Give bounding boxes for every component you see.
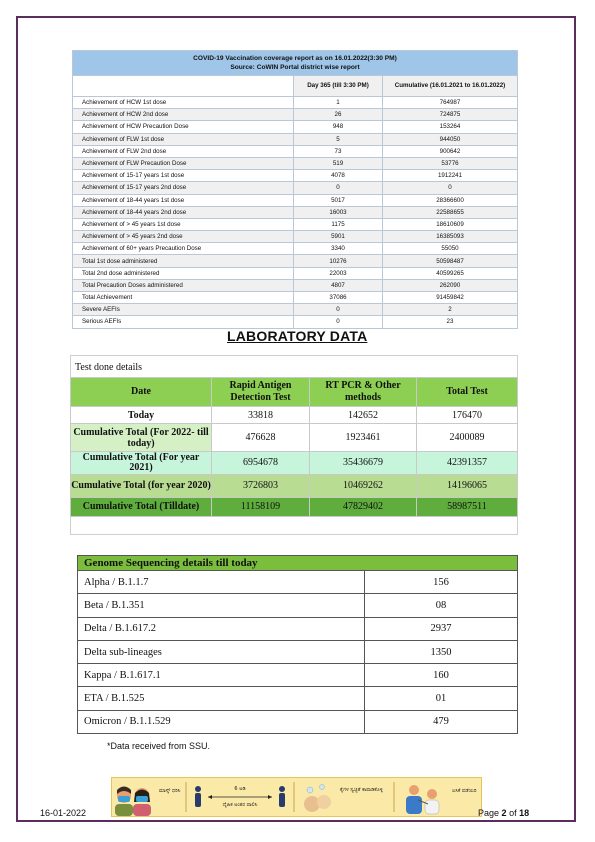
- lab-caption: Test done details: [75, 362, 143, 373]
- row-day-value: 1: [294, 97, 383, 109]
- lab-row-rat: 3726803: [212, 475, 310, 498]
- vaccination-coverage-table: [72, 50, 518, 329]
- lab-row-rat: 476628: [212, 424, 310, 452]
- row-label: Achievement of 18-44 years 1st dose: [73, 194, 294, 206]
- lab-row-total: 42391357: [417, 452, 518, 475]
- lab-row-total: 176470: [417, 407, 518, 424]
- row-label: Total Achievement: [73, 292, 294, 304]
- table-title-line2: Source: CoWIN Portal district wise report: [230, 64, 360, 71]
- vaccination-icon: [406, 785, 439, 814]
- row-label: Achievement of FLW 2nd dose: [73, 145, 294, 157]
- lab-row-rat: 11158109: [212, 498, 310, 517]
- table-title: [73, 51, 518, 76]
- row-cumulative-value: 28366600: [383, 194, 518, 206]
- table-row: [73, 267, 518, 279]
- table-row: [73, 304, 518, 316]
- row-day-value: 0: [294, 182, 383, 194]
- table-title-row: [73, 51, 518, 76]
- row-cumulative-value: 764987: [383, 97, 518, 109]
- page-total: 18: [519, 808, 530, 818]
- lab-header-row: [71, 378, 518, 407]
- genome-row: [78, 594, 518, 617]
- lab-row: [71, 424, 518, 452]
- row-day-value: 519: [294, 157, 383, 169]
- row-label: Achievement of 15-17 years 1st dose: [73, 170, 294, 182]
- lab-row-label: Cumulative Total (For year 2021): [71, 452, 212, 475]
- genome-count: 01: [365, 687, 518, 710]
- genome-rows: [78, 571, 518, 734]
- row-cumulative-value: 53776: [383, 157, 518, 169]
- table-row: [73, 97, 518, 109]
- lab-row-rat: 33818: [212, 407, 310, 424]
- table-row: [73, 316, 518, 328]
- row-cumulative-value: 55050: [383, 243, 518, 255]
- lab-row: [71, 452, 518, 475]
- row-day-value: 22003: [294, 267, 383, 279]
- lab-row-label: Cumulative Total (Tilldate): [71, 498, 212, 517]
- row-day-value: 0: [294, 304, 383, 316]
- lab-row-total: 14196065: [417, 475, 518, 498]
- genome-count: 156: [365, 571, 518, 594]
- vaccine-text: ಲಸಿಕೆ ಪಡೆಯಿರಿ: [452, 788, 477, 794]
- row-day-value: 1175: [294, 218, 383, 230]
- row-cumulative-value: 724875: [383, 109, 518, 121]
- genome-row: [78, 687, 518, 710]
- genome-variant: Delta sub-lineages: [78, 640, 365, 663]
- genome-variant: Kappa / B.1.617.1: [78, 664, 365, 687]
- lab-row-rtpcr: 142652: [310, 407, 417, 424]
- vaccination-rows: [73, 97, 518, 329]
- row-cumulative-value: 262090: [383, 279, 518, 291]
- table-row: [73, 231, 518, 243]
- row-label: Achievement of 18-44 years 2nd dose: [73, 206, 294, 218]
- row-label: Achievement of FLW 1st dose: [73, 133, 294, 145]
- row-label: Achievement of HCW Precaution Dose: [73, 121, 294, 133]
- row-label: Achievement of FLW Precaution Dose: [73, 157, 294, 169]
- row-day-value: 5017: [294, 194, 383, 206]
- genome-row: [78, 617, 518, 640]
- footer-date: 16-01-2022: [40, 808, 87, 818]
- genome-heading: Genome Sequencing details till today: [78, 556, 518, 571]
- row-label: Achievement of 60+ years Precaution Dose: [73, 243, 294, 255]
- distance-text: ದೈಹಿಕ ಅಂತರ ಪಾಲಿಸಿ: [222, 802, 258, 808]
- wash-text: ಕೈಗಳ ಸ್ವಚ್ಛತೆ ಕಾಪಾಡಿಕೊಳ್ಳಿ: [340, 787, 383, 793]
- row-label: Achievement of > 45 years 1st dose: [73, 218, 294, 230]
- table-row: [73, 157, 518, 169]
- row-cumulative-value: 0: [383, 182, 518, 194]
- genome-row: [78, 640, 518, 663]
- header-day: Day 365 (till 3:30 PM): [294, 76, 383, 97]
- lab-header-rtpcr: RT PCR & Other methods: [310, 378, 417, 407]
- row-cumulative-value: 22588655: [383, 206, 518, 218]
- row-label: Total 1st dose administered: [73, 255, 294, 267]
- row-label: Achievement of HCW 2nd dose: [73, 109, 294, 121]
- genome-variant: Beta / B.1.351: [78, 594, 365, 617]
- genome-count: 2937: [365, 617, 518, 640]
- genome-variant: Delta / B.1.617.2: [78, 617, 365, 640]
- genome-variant: ETA / B.1.525: [78, 687, 365, 710]
- table-row: [73, 243, 518, 255]
- table-row: [73, 194, 518, 206]
- genome-count: 160: [365, 664, 518, 687]
- page-of: of: [509, 808, 517, 818]
- lab-row: [71, 475, 518, 498]
- lab-header-rat: Rapid Antigen Detection Test: [212, 378, 310, 407]
- row-day-value: 5: [294, 133, 383, 145]
- row-label: Achievement of > 45 years 2nd dose: [73, 231, 294, 243]
- distance-top-text: 6 ಅಡಿ: [234, 786, 246, 792]
- row-day-value: 73: [294, 145, 383, 157]
- row-cumulative-value: 16385093: [383, 231, 518, 243]
- table-row: [73, 292, 518, 304]
- table-title-line1: COVID-19 Vaccination coverage report as on 16.01.2022(3:30 PM): [193, 55, 397, 62]
- lab-row-label: Today: [71, 407, 212, 424]
- lab-heading: LABORATORY DATA: [227, 328, 368, 344]
- lab-row-rat: 6954678: [212, 452, 310, 475]
- row-cumulative-value: 153264: [383, 121, 518, 133]
- lab-row-label: Cumulative Total (for year 2020): [71, 475, 212, 498]
- table-row: [73, 170, 518, 182]
- table-header-row: [73, 76, 518, 97]
- row-cumulative-value: 40599265: [383, 267, 518, 279]
- lab-row-total: 58987511: [417, 498, 518, 517]
- row-cumulative-value: 1912241: [383, 170, 518, 182]
- row-label: Achievement of 15-17 years 2nd dose: [73, 182, 294, 194]
- genome-count: 479: [365, 710, 518, 733]
- row-day-value: 5901: [294, 231, 383, 243]
- genome-row: [78, 571, 518, 594]
- data-source-note: *Data received from SSU.: [107, 741, 211, 751]
- table-row: [73, 109, 518, 121]
- table-row: [73, 145, 518, 157]
- row-day-value: 4078: [294, 170, 383, 182]
- lab-row: [71, 407, 518, 424]
- row-cumulative-value: 944050: [383, 133, 518, 145]
- table-row: [73, 121, 518, 133]
- lab-row-rtpcr: 47829402: [310, 498, 417, 517]
- genome-row: [78, 664, 518, 687]
- page-number: [478, 808, 529, 818]
- lab-row: [71, 498, 518, 517]
- lab-row-label: Cumulative Total (For 2022- till today): [71, 424, 212, 452]
- page-prefix: Page: [478, 808, 500, 818]
- row-cumulative-value: 23: [383, 316, 518, 328]
- genome-variant: Alpha / B.1.1.7: [78, 571, 365, 594]
- row-label: Serious AEFIs: [73, 316, 294, 328]
- genome-count: 1350: [365, 640, 518, 663]
- header-cumulative: Cumulative (16.01.2021 to 16.01.2022): [383, 76, 518, 97]
- lab-table: [70, 377, 518, 517]
- row-day-value: 0: [294, 316, 383, 328]
- row-cumulative-value: 50598487: [383, 255, 518, 267]
- row-cumulative-value: 900642: [383, 145, 518, 157]
- hand-wash-icon: [304, 785, 331, 813]
- row-label: Total 2nd dose administered: [73, 267, 294, 279]
- lab-row-rtpcr: 35436679: [310, 452, 417, 475]
- covid-awareness-banner: [111, 777, 482, 817]
- lab-row-rtpcr: 1923461: [310, 424, 417, 452]
- table-row: [73, 133, 518, 145]
- masked-person-icon: [115, 787, 151, 817]
- table-row: [73, 182, 518, 194]
- row-cumulative-value: 91459842: [383, 292, 518, 304]
- table-row: [73, 255, 518, 267]
- lab-header-date: Date: [71, 378, 212, 407]
- row-day-value: 10276: [294, 255, 383, 267]
- row-label: Severe AEFIs: [73, 304, 294, 316]
- mask-text: ಮಾಸ್ಕ್ ಧರಿಸಿ: [159, 788, 181, 794]
- row-day-value: 4807: [294, 279, 383, 291]
- genome-row: [78, 710, 518, 733]
- table-row: [73, 218, 518, 230]
- row-day-value: 26: [294, 109, 383, 121]
- row-day-value: 16003: [294, 206, 383, 218]
- lab-row-rtpcr: 10469262: [310, 475, 417, 498]
- banner-illustration: [112, 778, 481, 816]
- genome-variant: Omicron / B.1.1.529: [78, 710, 365, 733]
- lab-row-total: 2400089: [417, 424, 518, 452]
- header-blank: [73, 76, 294, 97]
- row-day-value: 37086: [294, 292, 383, 304]
- row-day-value: 948: [294, 121, 383, 133]
- lab-header-total: Total Test: [417, 378, 518, 407]
- row-cumulative-value: 18610609: [383, 218, 518, 230]
- row-cumulative-value: 2: [383, 304, 518, 316]
- row-label: Achievement of HCW 1st dose: [73, 97, 294, 109]
- genome-count: 08: [365, 594, 518, 617]
- genome-table: [77, 555, 518, 734]
- table-row: [73, 279, 518, 291]
- row-day-value: 3340: [294, 243, 383, 255]
- row-label: Total Precaution Doses administered: [73, 279, 294, 291]
- page-current: 2: [501, 808, 507, 818]
- genome-header-row: [78, 556, 518, 571]
- table-row: [73, 206, 518, 218]
